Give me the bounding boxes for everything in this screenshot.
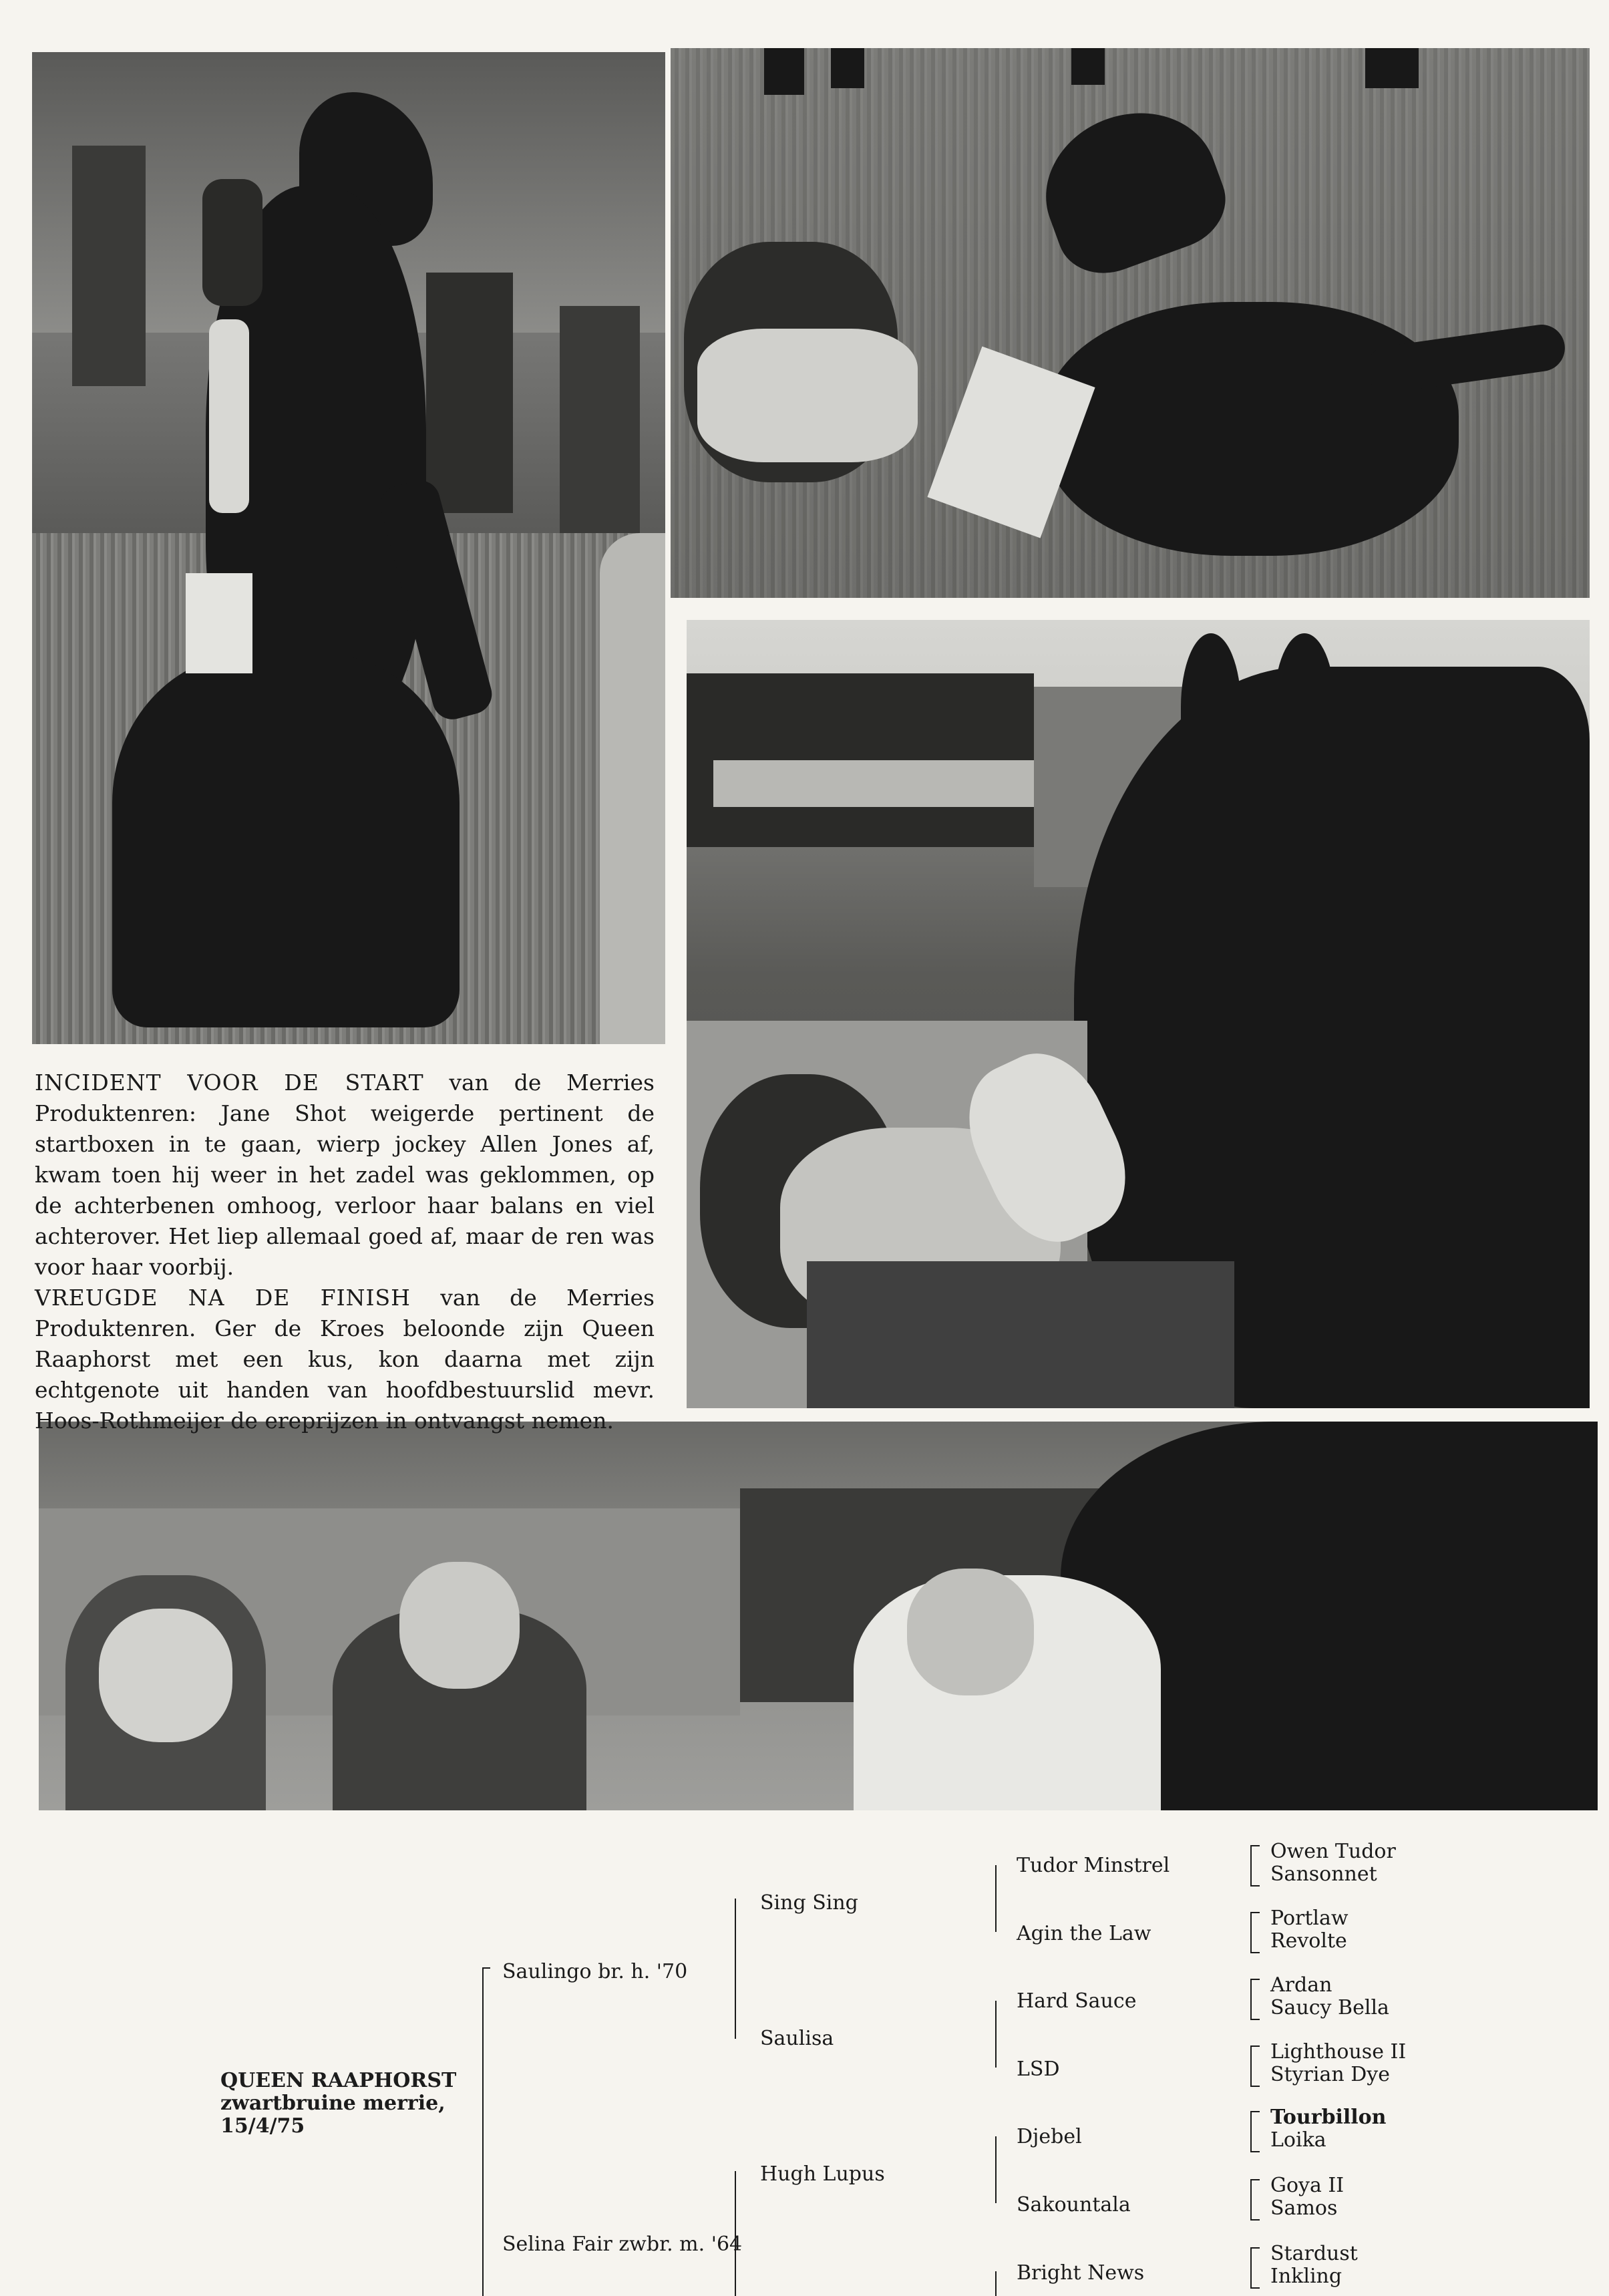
caption-heading-incident: INCIDENT VOOR DE START (35, 1070, 424, 1096)
gen4-bracket-1 (1250, 1845, 1260, 1887)
caption-heading-finish: VREUGDE NA DE FINISH (35, 1285, 411, 1311)
gen4-3a: Ardan (1270, 1973, 1332, 1997)
caption-text-incident: van de Merries Produktenren: Jane Shot weigerde pertinent de startboxen in te gaan, wierp jockey Allen Jones af, kwam toen hij weer in het zadel was geklommen, op de achterbenen omhoog, verloor haar balans en viel achterover. Het liep allemaal goed af, maar de ren was voor haar voorbij. (35, 1070, 655, 1280)
sire-sire: Sing Sing (760, 1891, 858, 1915)
horse-kiss-photo (687, 620, 1590, 1408)
gen3-2: Agin the Law (1017, 1922, 1151, 1945)
gen4-bracket-6 (1250, 2179, 1260, 2221)
gen2-bracket-dam (735, 2171, 736, 2296)
gen3-5: Djebel (1017, 2125, 1082, 2148)
gen3-3: Hard Sauce (1017, 1989, 1137, 2013)
sire-dam: Saulisa (760, 2027, 834, 2050)
horse-name: QUEEN RAAPHORST (220, 2069, 457, 2092)
gen4-4a: Lighthouse II (1270, 2040, 1407, 2064)
gen4-2a: Portlaw (1270, 1907, 1349, 1930)
gen4-6b: Samos (1270, 2196, 1338, 2220)
gen3-bracket-2 (995, 2001, 997, 2068)
gen1-bracket (482, 1967, 484, 2296)
gen4-1b: Sansonnet (1270, 1862, 1377, 1886)
photo-caption (35, 1068, 655, 1436)
gen4-5a: Tourbillon (1270, 2106, 1387, 2129)
horse-description: zwartbruine merrie, (220, 2092, 445, 2115)
fallen-horse-photo (671, 48, 1590, 598)
horse-date: 15/4/75 (220, 2114, 305, 2138)
gen2-bracket-sire (735, 1899, 736, 2039)
gen4-6a: Goya II (1270, 2174, 1345, 2197)
sire: Saulingo br. h. '70 (502, 1960, 688, 1983)
gen3-bracket-3 (995, 2136, 997, 2203)
gen3-6: Sakountala (1017, 2193, 1131, 2217)
gen4-5b: Loika (1270, 2128, 1326, 2152)
gen4-1a: Owen Tudor (1270, 1840, 1396, 1863)
prize-ceremony-photo (39, 1422, 1598, 1810)
pedigree-horse (220, 2070, 456, 2138)
gen4-bracket-4 (1250, 2045, 1260, 2087)
dam-sire: Hugh Lupus (760, 2162, 885, 2186)
rearing-horse-photo (32, 52, 665, 1044)
gen3-4: LSD (1017, 2058, 1060, 2081)
gen3-bracket-4 (995, 2271, 997, 2296)
gen4-bracket-5 (1250, 2111, 1260, 2152)
gen4-3b: Saucy Bella (1270, 1996, 1389, 2019)
gen4-bracket-3 (1250, 1979, 1260, 2020)
gen4-4b: Styrian Dye (1270, 2063, 1390, 2086)
gen4-bracket-2 (1250, 1912, 1260, 1953)
gen4-bracket-7 (1250, 2247, 1260, 2289)
gen3-bracket-1 (995, 1865, 997, 1932)
gen4-2b: Revolte (1270, 1929, 1347, 1953)
caption-text-finish: van de Merries Produktenren. Ger de Kroes beloonde zijn Queen Raaphorst met een kus, kon daarna met zijn echtgenote uit handen van hoofdbestuurslid mevr. Hoos-Rothmeijer de ereprijzen in ontvangst nemen. (35, 1285, 655, 1434)
dam: Selina Fair zwbr. m. '64 (502, 2233, 743, 2256)
gen4-7a: Stardust (1270, 2242, 1358, 2265)
gen3-7: Bright News (1017, 2261, 1145, 2285)
gen3-1: Tudor Minstrel (1017, 1854, 1170, 1877)
gen4-7b: Inkling (1270, 2265, 1343, 2288)
